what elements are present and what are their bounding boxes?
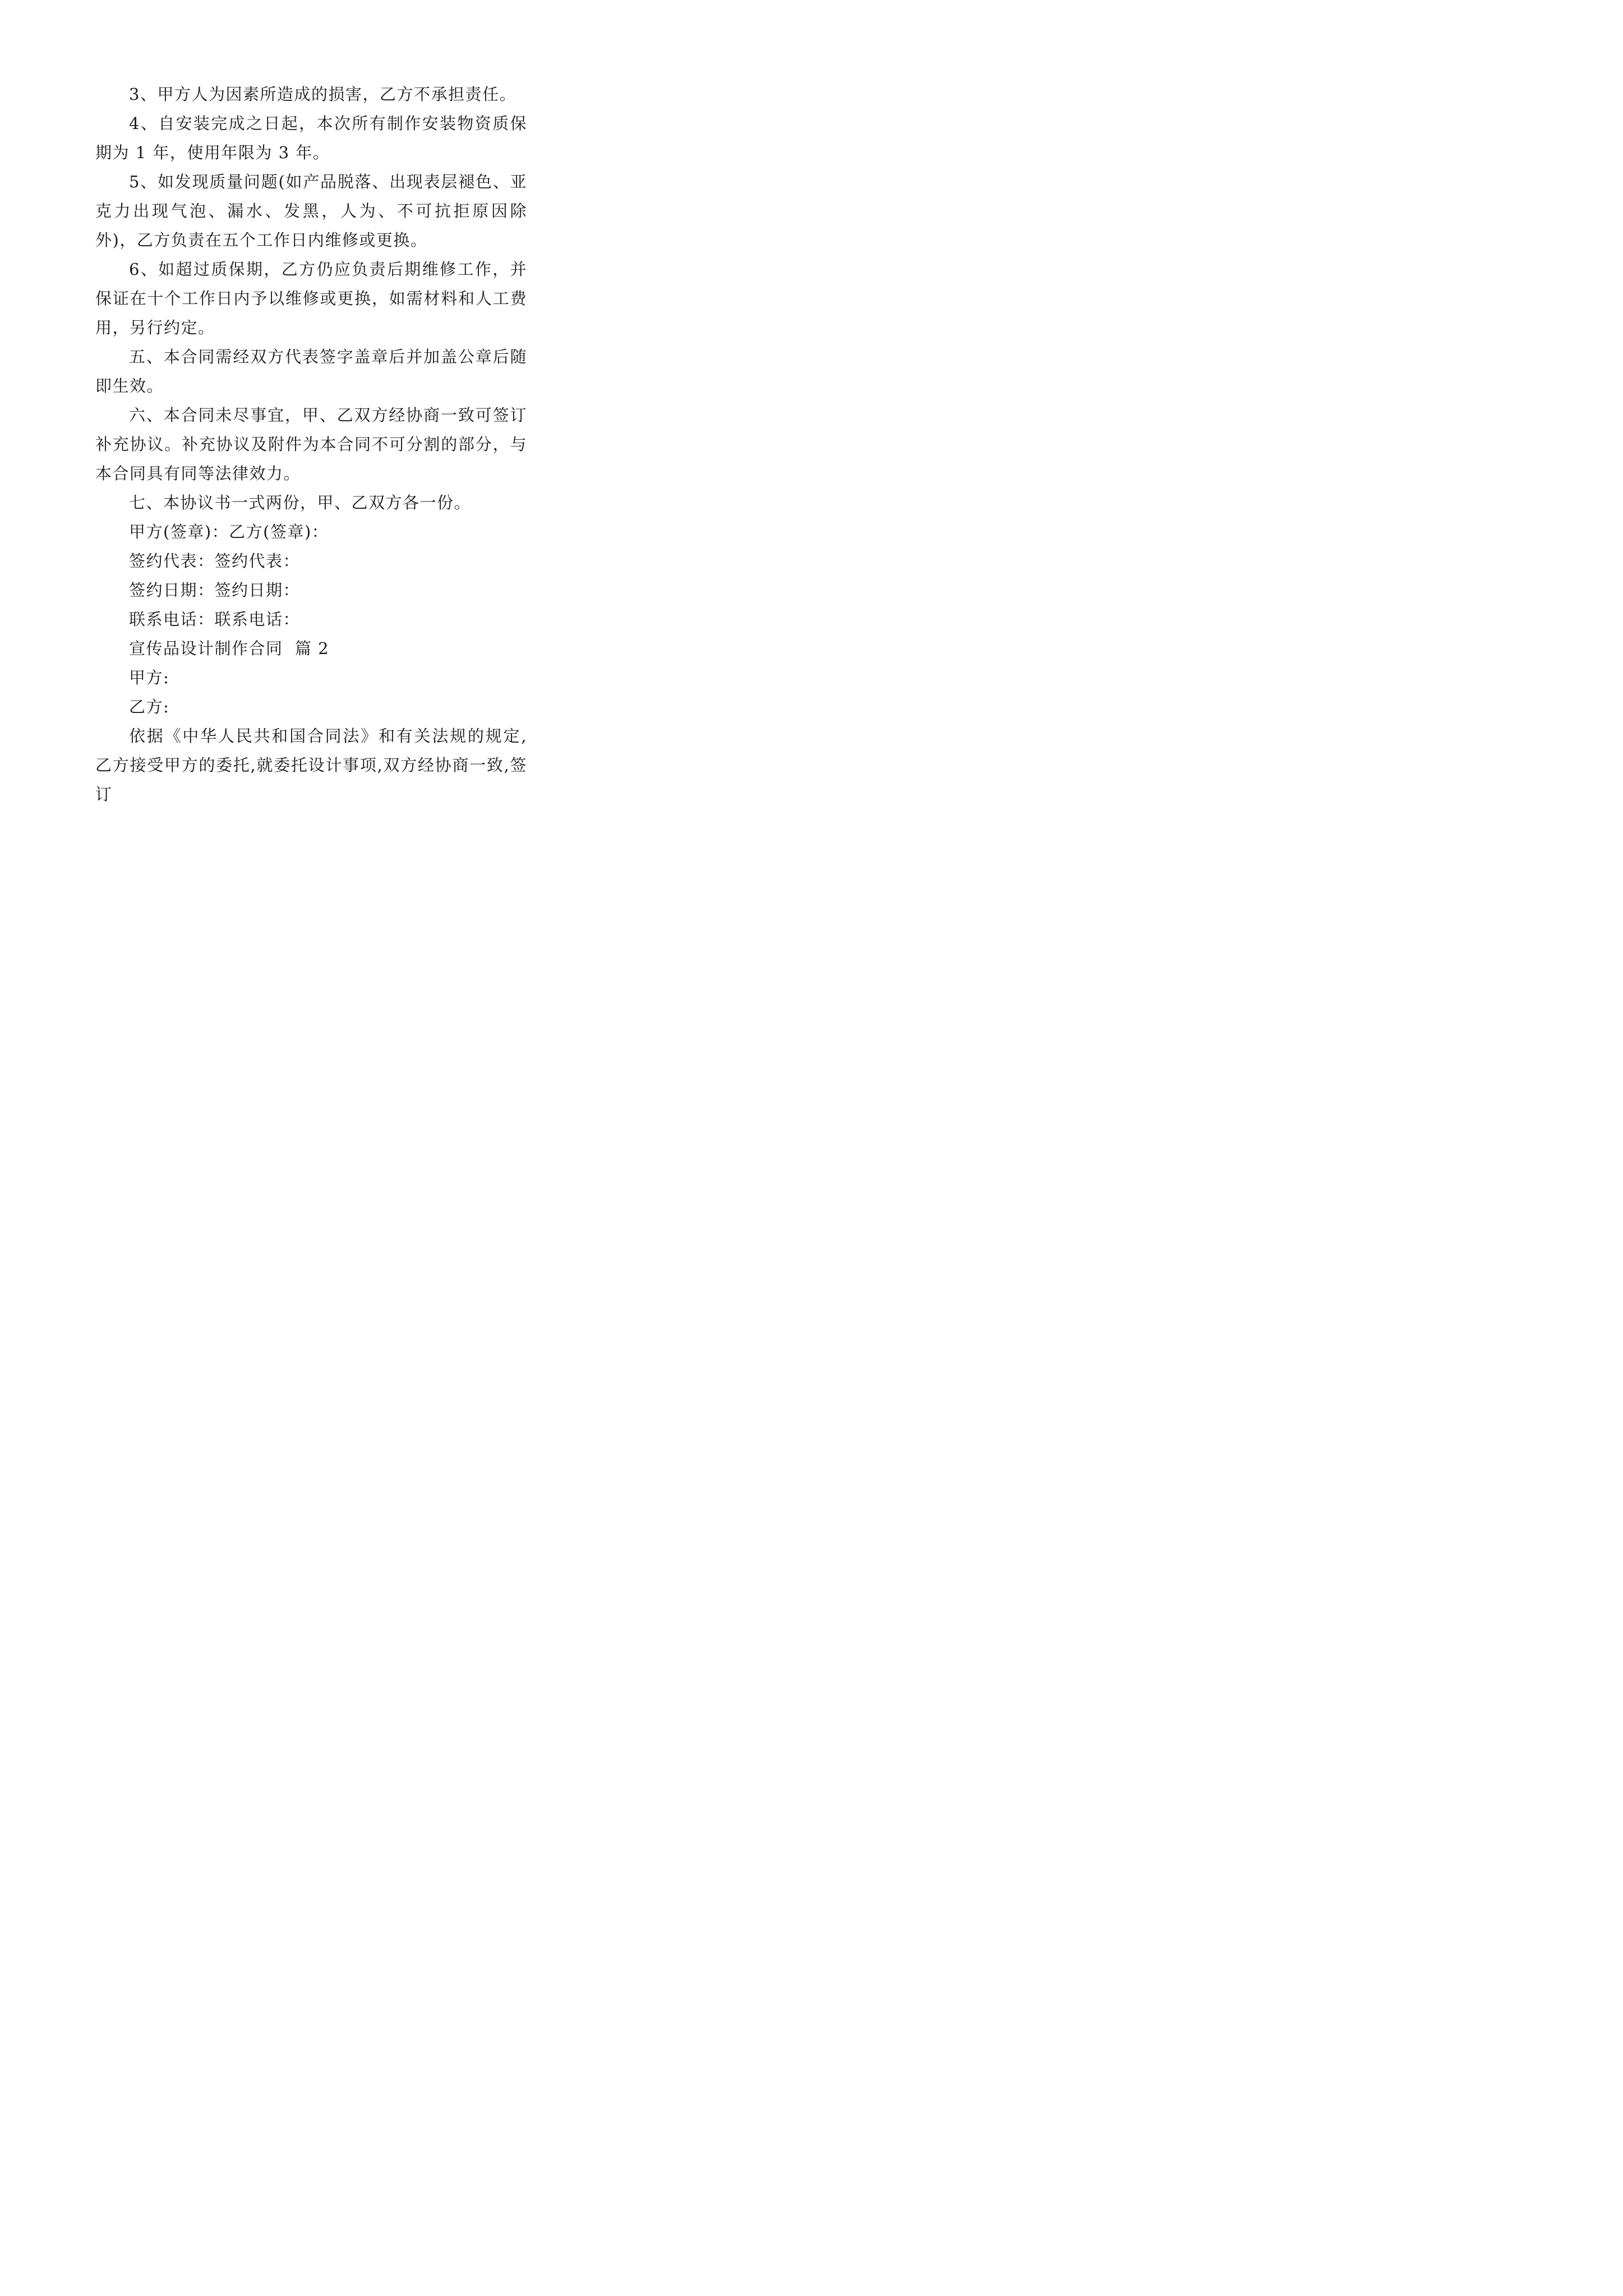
contact-phone-line: 联系电话：联系电话： xyxy=(129,610,301,629)
preamble-paragraph: 依据《中华人民共和国合同法》和有关法规的规定,乙方接受甲方的委托,就委托设计事项,双方经协商一致,签订 xyxy=(95,726,527,804)
article-5-paragraph: 五、本合同需经双方代表签字盖章后并加盖公章后随即生效。 xyxy=(95,347,527,395)
document-page xyxy=(0,0,617,873)
party-b-line: 乙方: xyxy=(129,697,170,716)
signing-date-line: 签约日期：签约日期： xyxy=(129,581,301,600)
clause-4-paragraph: 4、自安装完成之日起，本次所有制作安装物资质保期为 1 年，使用年限为 3 年。 xyxy=(95,114,527,162)
article-7-paragraph: 七、本协议书一式两份，甲、乙双方各一份。 xyxy=(129,493,472,512)
signature-line: 甲方(签章)：乙方(签章)： xyxy=(129,522,329,541)
clause-3-paragraph: 3、甲方人为因素所造成的损害，乙方不承担责任。 xyxy=(129,85,517,104)
clause-6-paragraph: 6、如超过质保期，乙方仍应负责后期维修工作，并保证在十个工作日内予以维修或更换，如需材料和人工费用，另行约定。 xyxy=(95,260,527,337)
party-a-line: 甲方: xyxy=(129,668,170,687)
clause-5-paragraph: 5、如发现质量问题(如产品脱落、出现表层褪色、亚克力出现气泡、漏水、发黑，人为、不可抗拒原因除外)，乙方负责在五个工作日内维修或更换。 xyxy=(95,172,527,250)
section-title: 宣传品设计制作合同 篇 2 xyxy=(129,639,330,658)
article-6-paragraph: 六、本合同未尽事宜，甲、乙双方经协商一致可签订补充协议。补充协议及附件为本合同不可分割的部分，与本合同具有同等法律效力。 xyxy=(95,406,527,483)
representative-line: 签约代表：签约代表： xyxy=(129,551,301,570)
document-body xyxy=(95,80,527,809)
